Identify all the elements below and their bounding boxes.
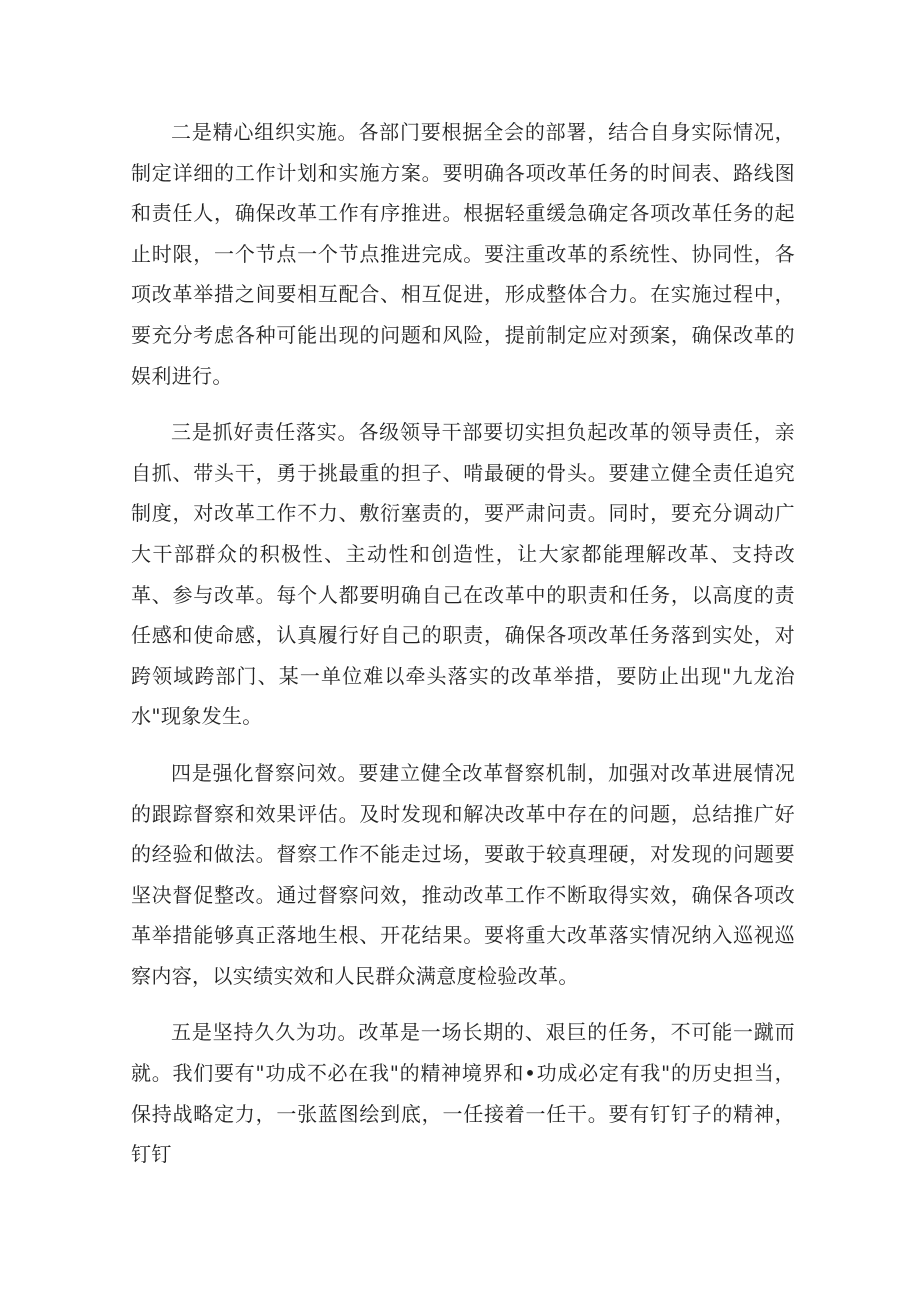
paragraph-supervision: 四是强化督察问效。要建立健全改革督察机制，加强对改革进展情况的跟踪督察和效果评估。及时发现和解决改革中存在的问题，总结推广好的经验和做法。督察工作不能走过场，要敢于较真理硬，对发现的问题要坚决督促整改。通过督察问效，推动改革工作不断取得实效，确保各项改革举措能够真正落地生根、开花结果。要将重大改革落实情况纳入巡视巡察内容，以实绩实效和人民群众满意度检验改革。 (131, 760, 795, 988)
paragraph-implementation: 二是精心组织实施。各部门要根据全会的部署，结合自身实际情况，制定详细的工作计划和实施方案。要明确各项改革任务的时间表、路线图和责任人，确保改革工作有序推进。根据轻重缓急确定各项改革任务的起止时限，一个节点一个节点推进完成。要注重改革的系统性、协同性，各项改革举措之间要相互配合、相互促进，形成整体合力。在实施过程中，要充分考虑各种可能出现的问题和风险，提前制定应对颈案，确保改革的娱利进行。 (131, 120, 795, 388)
paragraph-responsibility: 三是抓好责任落实。各级领导干部要切实担负起改革的领导责任，亲自抓、带头干，勇于挑最重的担子、啃最硬的骨头。要建立健全责任追究制度，对改革工作不力、敷衍塞责的，要严肃问责。同时，要充分调动广大干部群众的积极性、主动性和创造性，让大家都能理解改革、支持改革、参与改革。每个人都要明确自己在改革中的职责和任务，以高度的责任感和使命感，认真履行好自己的职责，确保各项改革任务落到实处，对跨领域跨部门、某一单位难以牵头落实的改革举措，要防止出现"九龙治水"现象发生。 (131, 420, 795, 729)
paragraph-persistence: 五是坚持久久为功。改革是一场长期的、艰巨的任务，不可能一蹴而就。我们要有"功成不必在我"的精神境界和•功成必定有我"的历史担当，保持战略定力，一张蓝图绘到底，一任接着一任干。要有钉钉子的精神，钉钉 (131, 1020, 795, 1167)
document-body (131, 112, 795, 1175)
